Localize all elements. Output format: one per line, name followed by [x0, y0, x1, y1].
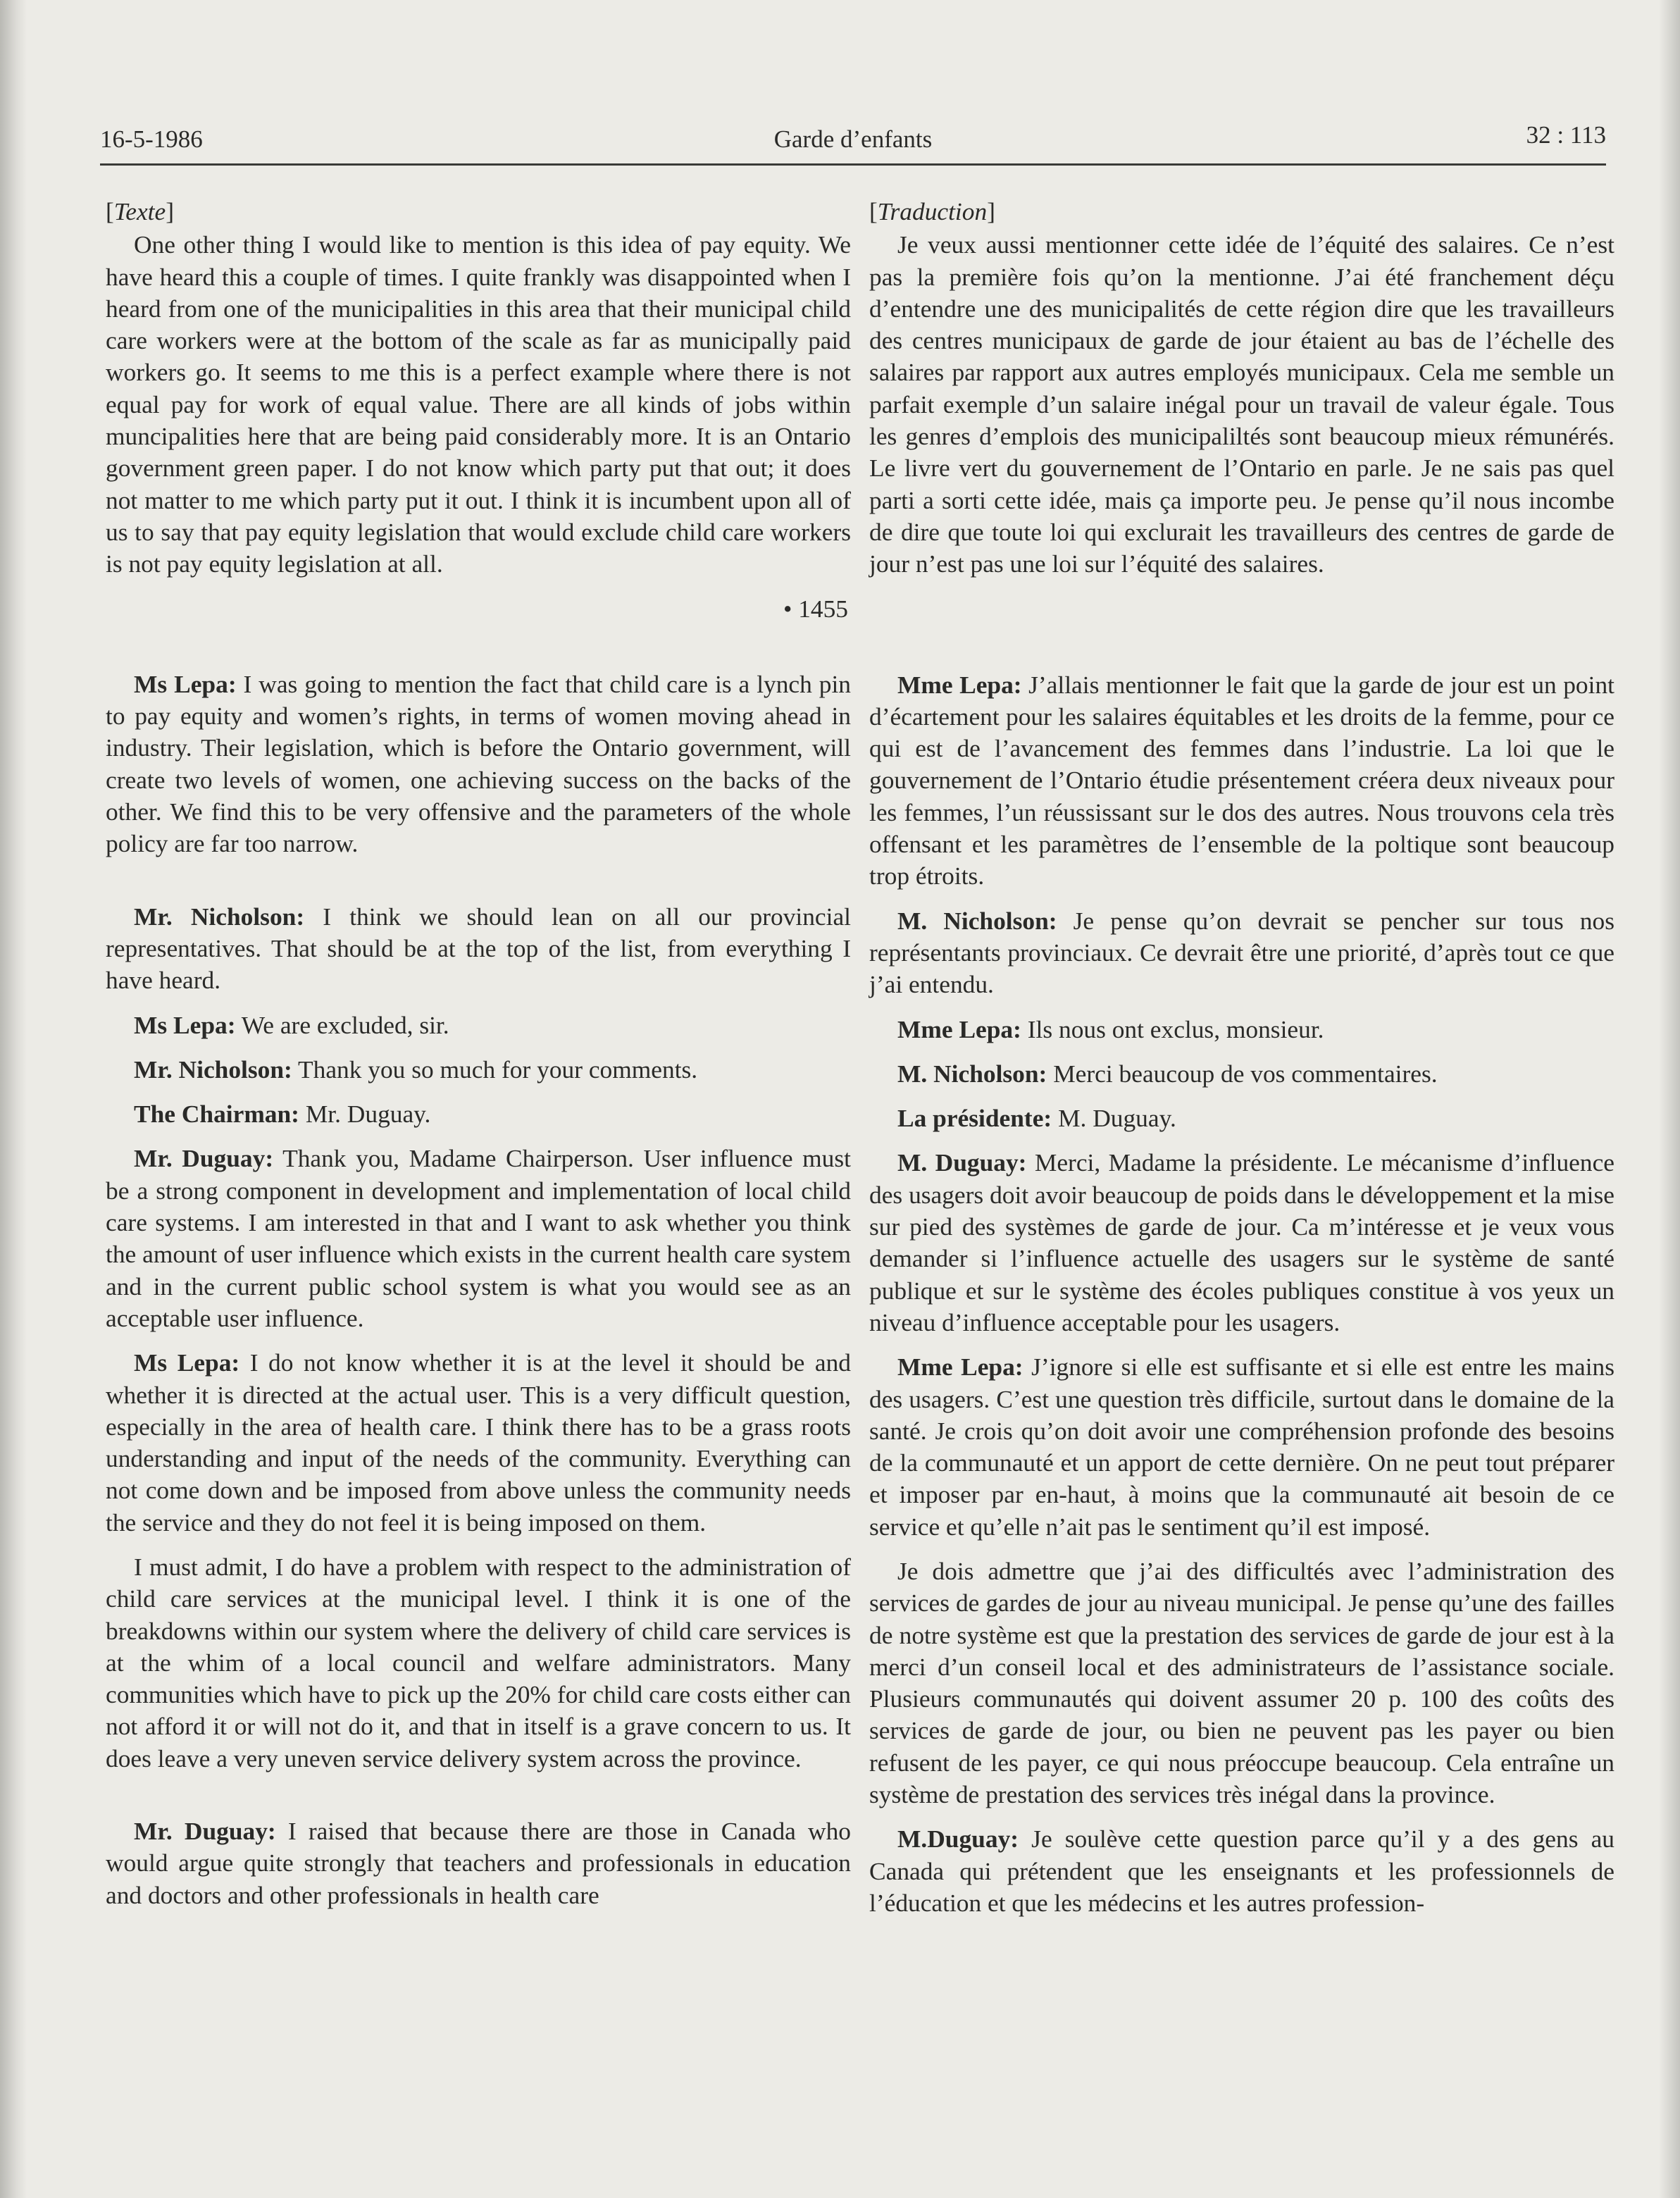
- paragraph: Je dois admettre que j’ai des difficultés avec l’administration des services de gardes de jour au niveau municipal. Je pense qu’une des failles de notre système est que la prestation des services de garde de jour est à la merci d’un conseil local et des administrateurs de l’assistance sociale. Plusieurs communautés qui doivent assumer 20 p. 100 des coûts des services de garde de jour, ou bien ne peuvent pas les payer ou bien refusent de les payer, ce qui nous préoccupe beaucoup. Cela entraîne un système de prestation des services très inégal dans la province.: [869, 1556, 1614, 1809]
- speech-ms-lepa: Ms Lepa: I do not know whether it is at the level it should be and whether it is directed at the actual user. This is a very difficult question, especially in the area of health care. I think there has to be a grass roots understanding and input of the needs of the community. Everything can not come down and be imposed from above unless the community needs the service and they do not feel it is being imposed on them.: [106, 1348, 851, 1536]
- speech-mme-lepa: Mme Lepa: J’ignore si elle est suffisante et si elle est entre les mains des usagers. C’est une question très difficile, surtout dans le domaine de la santé. Je crois qu’on doit avoir une compréhension profonde des besoins de la communauté et un apport de cette dernière. On ne peut tout préparer et imposer par en-haut, à moins que la communauté ait besoin de ce service et qu’elle n’ait pas le sentiment qu’il est imposé.: [869, 1353, 1614, 1541]
- speaker-name: Mr. Duguay:: [134, 1144, 274, 1173]
- speech-chairman: The Chairman: Mr. Duguay.: [134, 1100, 431, 1129]
- speaker-name: Ms Lepa:: [134, 669, 237, 698]
- paragraph: Je veux aussi mentionner cette idée de l’équité des salaires. Ce n’est pas la première fois qu’on la mentionne. J’ai été franchement déçu d’entendre une des municipalités de cette région dire que les travailleurs des centres municipaux de garde de jour étaient au bas de l’échelle des salaires par rapport aux autres employés municipaux. Cela me semble un parfait exemple d’un salaire inégal pour un travail de valeur égale. Tous les genres d’emplois des municipaliltés sont beaucoup mieux rémunérés. Le livre vert du gouvernement de l’Ontario en parle. Je ne sais pas quel parti a sorti cette idée, mais ça importe peu. Je pense qu’il nous incombe de dire que toute loi qui exclurait les travailleurs des centres de garde de jour n’est pas une loi sur l’équité des salaires.: [869, 230, 1614, 578]
- speech-la-presidente: La présidente: M. Duguay.: [897, 1104, 1176, 1133]
- speaker-name: M. Nicholson:: [897, 906, 1057, 935]
- language-label: [Traduction]: [869, 197, 995, 225]
- speech-ms-lepa: Ms Lepa: I was going to mention the fact that child care is a lynch pin to pay equity and women’s rights, in terms of women moving ahead in industry. Their legislation, which is before the Ontario government, will create two levels of women, one achieving success on the backs of the other. We find this to be very offensive and the parameters of the whole policy are far too narrow.: [106, 669, 851, 858]
- speech-mr-duguay: Mr. Duguay: Thank you, Madame Chairperson. User influence must be a strong component in development and implementation of local child care systems. I am interested in that and I want to ask whether you think the amount of user influence which exists in the current health care system and in the current public school system is what you would see as an acceptable user influence.: [106, 1144, 851, 1332]
- speech-ms-lepa: Ms Lepa: We are excluded, sir.: [134, 1010, 449, 1039]
- paragraph: I must admit, I do have a problem with respect to the administration of child care services at the municipal level. I think it is one of the breakdowns within our system where the delivery of child care services is at the whim of a local council and welfare administrators. Many communities which have to pick up the 20% for child care costs either can not afford it or will not do it, and that in itself is a grave concern to us. It does leave a very uneven service delivery system across the province.: [106, 1552, 851, 1772]
- speaker-name: Mr. Nicholson:: [134, 1055, 292, 1084]
- speech-mme-lepa: Mme Lepa: J’allais mentionner le fait que la garde de jour est un point d’écartement pour les salaires équitables et les droits de la femme, pour ce qui est de l’avancement des femmes dans l’industrie. La loi que le gouvernement de l’Ontario étudie présentement créera deux niveaux pour les femmes, l’un réussissant sur le dos des autres. Nous trouvons cela très offensant et les paramètres de l’ensemble de la poltique sont beaucoup trop étroits.: [869, 670, 1614, 890]
- speech-mr-nicholson: Mr. Nicholson: I think we should lean on all our provincial representatives. That should be at the top of the list, from everything I have heard.: [106, 902, 851, 995]
- speaker-name: Ms Lepa:: [134, 1010, 236, 1039]
- speaker-name: M. Duguay:: [897, 1148, 1027, 1177]
- speech-m-duguay: M. Duguay: Merci, Madame la présidente. Le mécanisme d’influence des usagers doit avoir beaucoup de poids dans le développement et la mise sur pied des systèmes de garde de jour. Ca m’intéresse et je veux vous demander si l’influence actuelle des usagers sur le système de santé publique et sur le système des écoles publiques constitue à vos yeux un niveau d’influence acceptable pour les usagers.: [869, 1148, 1614, 1336]
- header-rule: [100, 163, 1606, 166]
- time-marker: • 1455: [783, 594, 848, 623]
- speech-mr-duguay: Mr. Duguay: I raised that because there are those in Canada who would argue quite strongly that teachers and professionals in education and doctors and other professionals in health care: [106, 1817, 851, 1909]
- running-header: [100, 121, 1606, 162]
- page-right-edge: [1659, 0, 1680, 2198]
- speech-mr-nicholson: Mr. Nicholson: Thank you so much for your comments.: [134, 1055, 698, 1084]
- speaker-name: Mme Lepa:: [897, 670, 1022, 699]
- speaker-name: Mme Lepa:: [897, 1014, 1021, 1043]
- speaker-name: La présidente:: [897, 1104, 1052, 1133]
- header-title: Garde d’enfants: [773, 125, 933, 153]
- speech-m-nicholson: M. Nicholson: Je pense qu’on devrait se pencher sur tous nos représentants provinciaux. Ce devrait être une priorité, d’après tout ce que j’ai entendu.: [869, 906, 1614, 999]
- speech-m-nicholson: M. Nicholson: Merci beaucoup de vos commentaires.: [897, 1059, 1438, 1088]
- speaker-name: Ms Lepa:: [134, 1348, 240, 1377]
- page-folio: 32 : 113: [1526, 121, 1606, 149]
- speaker-name: Mr. Nicholson:: [134, 902, 305, 931]
- french-column: [869, 196, 1614, 1919]
- english-column: [106, 196, 851, 1911]
- speaker-name: Mr. Duguay:: [134, 1817, 276, 1846]
- speaker-name: Mme Lepa:: [897, 1353, 1023, 1381]
- page-binding-edge: [0, 0, 27, 2198]
- speaker-name: M. Nicholson:: [897, 1059, 1047, 1088]
- language-label: [Texte]: [106, 197, 174, 225]
- speech-m-duguay: M.Duguay: Je soulève cette question parce qu’il y a des gens au Canada qui prétendent que les enseignants et les professionnels de l’éducation et que les médecins et les autres profession-: [869, 1825, 1614, 1917]
- speaker-name: The Chairman:: [134, 1100, 299, 1129]
- speaker-name: M.Duguay:: [897, 1825, 1019, 1854]
- paragraph: One other thing I would like to mention is this idea of pay equity. We have heard this a couple of times. I quite frankly was disappointed when I heard from one of the municipalities in this area that their municipal child care workers were at the bottom of the scale as far as municipally paid workers go. It seems to me this is a perfect example where there is not equal pay for work of equal value. There are all kinds of jobs within muncipalities here that are being paid considerably more. It is an Ontario government green paper. I do not know which party put that out; it does not matter to me which party put it out. I think it is incumbent upon all of us to say that pay equity legislation that would exclude child care workers is not pay equity legislation at all.: [106, 230, 851, 578]
- header-date: 16-5-1986: [100, 125, 203, 153]
- speech-mme-lepa: Mme Lepa: Ils nous ont exclus, monsieur.: [897, 1014, 1324, 1043]
